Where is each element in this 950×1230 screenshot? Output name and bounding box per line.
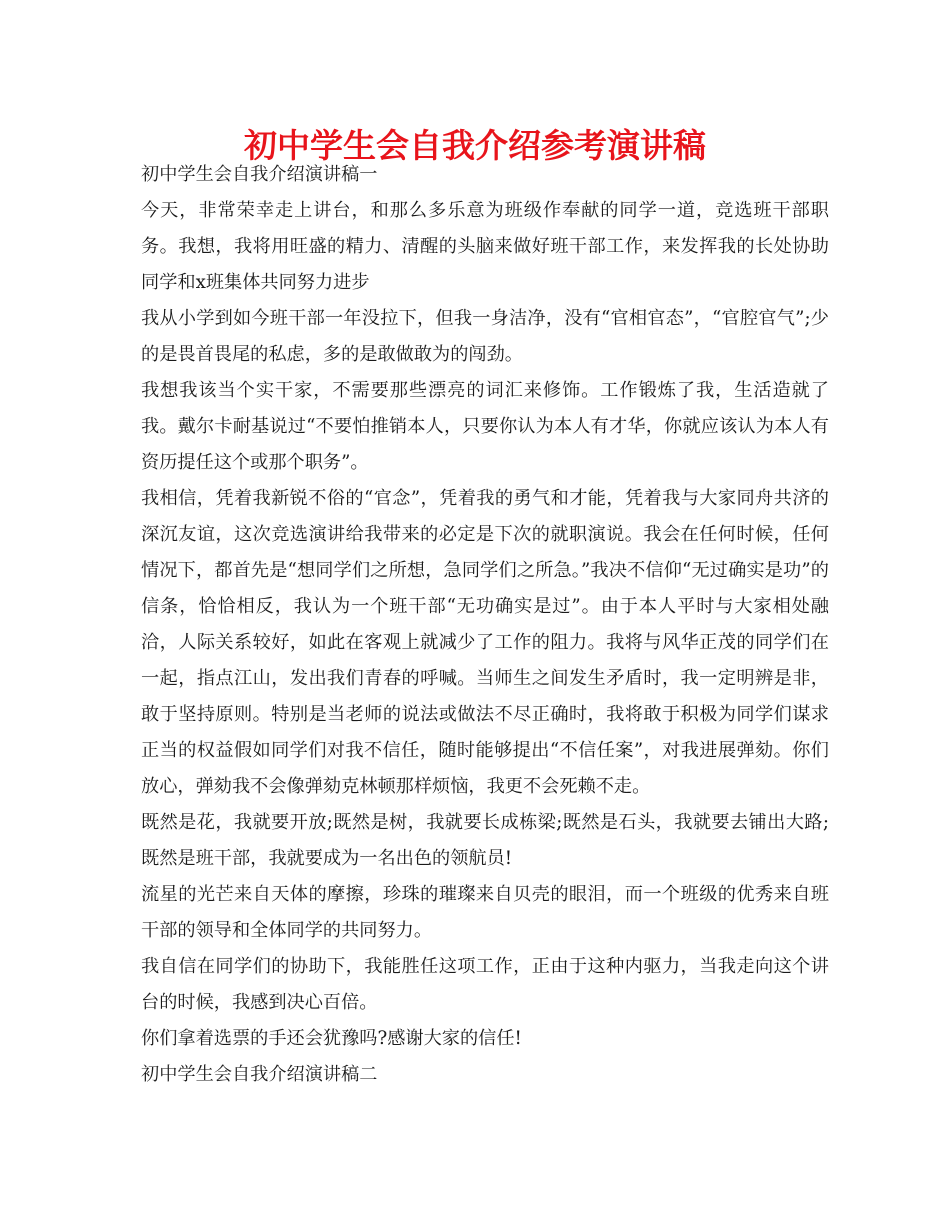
paragraph: 我想我该当个实干家，不需要那些漂亮的词汇来修饰。工作锻炼了我，生活造就了我。戴尔卡耐基说过“不要怕推销本人，只要你认为本人有才华，你就应该认为本人有资历提任这个或那个职务”。 (141, 380, 829, 473)
paragraph: 流星的光芒来自天体的摩擦，珍珠的璀璨来自贝壳的眼泪，而一个班级的优秀来自班干部的领导和全体同学的共同努力。 (141, 884, 829, 941)
document-body (141, 157, 829, 1093)
document-title: 初中学生会自我介绍参考演讲稿 (244, 126, 706, 165)
paragraph: 我相信，凭着我新锐不俗的“官念”，凭着我的勇气和才能，凭着我与大家同舟共济的深沉友谊，这次竞选演讲给我带来的必定是下次的就职演说。我会在任何时候，任何情况下，都首先是“想同学们之所想，急同学们之所急。”我决不信仰“无过确实是功”的信条，恰恰相反，我认为一个班干部“无功确实是过”。由于本人平时与大家相处融洽，人际关系较好，如此在客观上就减少了工作的阻力。我将与风华正茂的同学们在一起，指点江山，发出我们青春的呼喊。当师生之间发生矛盾时，我一定明辨是非，敢于坚持原则。特别是当老师的说法或做法不尽正确时，我将敢于积极为同学们谋求正当的权益假如同学们对我不信任，随时能够提出“不信任案”，对我进展弹劾。你们放心，弹劾我不会像弹劾克林顿那样烦恼，我更不会死赖不走。 (141, 488, 829, 797)
paragraph: 我自信在同学们的协助下，我能胜任这项工作，正由于这种内驱力，当我走向这个讲台的时候，我感到决心百倍。 (141, 956, 829, 1013)
paragraph: 既然是花，我就要开放;既然是树，我就要长成栋梁;既然是石头，我就要去铺出大路;既然是班干部，我就要成为一名出色的领航员! (141, 812, 829, 869)
paragraph: 我从小学到如今班干部一年没拉下，但我一身洁净，没有“官相官态”，“官腔官气”;少的是畏首畏尾的私虑，多的是敢做敢为的闯劲。 (141, 308, 829, 365)
paragraph: 今天，非常荣幸走上讲台，和那么多乐意为班级作奉献的同学一道，竞选班干部职务。我想，我将用旺盛的精力、清醒的头脑来做好班干部工作，来发挥我的长处协助同学和x班集体共同努力进步 (141, 200, 829, 293)
section-heading-speech-two: 初中学生会自我介绍演讲稿二 (141, 1064, 378, 1085)
section-heading-speech-one: 初中学生会自我介绍演讲稿一 (141, 164, 378, 185)
paragraph: 你们拿着选票的手还会犹豫吗?感谢大家的信任! (141, 1028, 522, 1049)
